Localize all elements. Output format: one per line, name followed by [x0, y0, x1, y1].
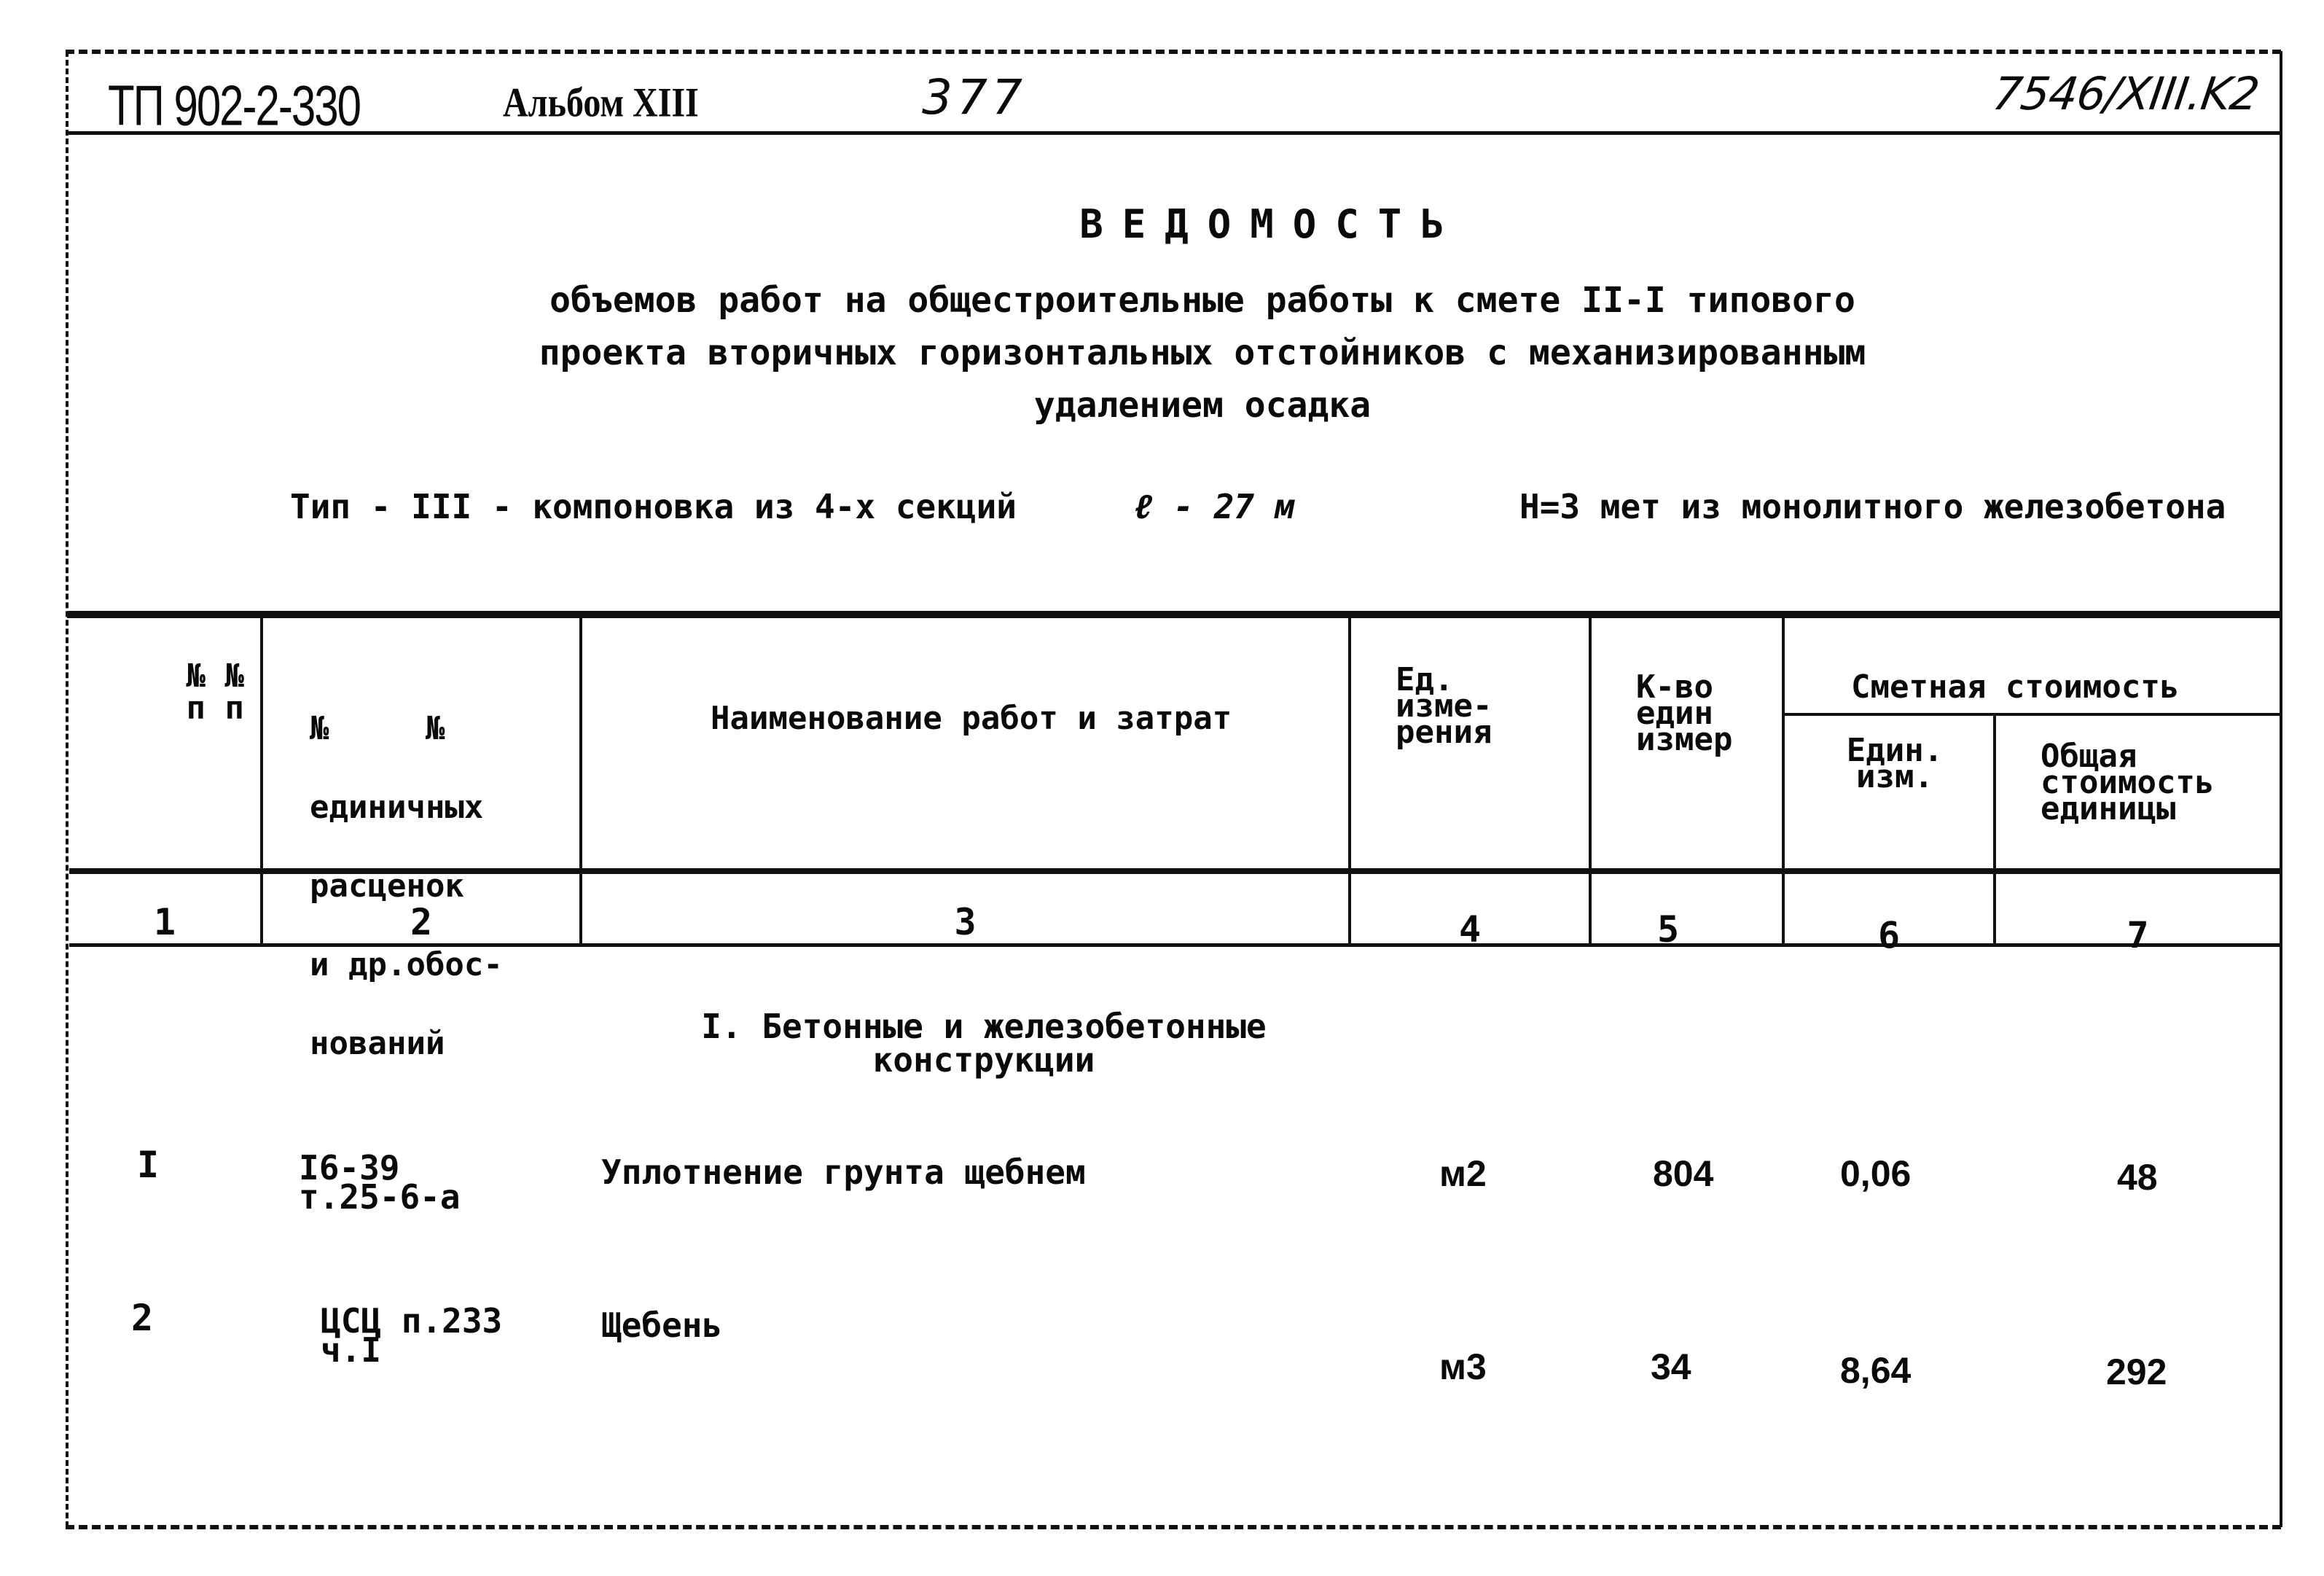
row-2-code-line: ЦСЦ п.233 — [321, 1301, 503, 1341]
album-label: Альбом XIII — [503, 79, 699, 126]
frame-bottom-border — [66, 1525, 2281, 1529]
header-col-2-line: единичных — [310, 789, 484, 826]
header-col-4-line: изме- — [1396, 687, 1492, 725]
header-col-7-line: стоимость — [2041, 764, 2215, 801]
header-col-2-line: и др.обос- — [310, 946, 503, 983]
row-2-index: 2 — [131, 1297, 154, 1339]
row-1-unit-cost: 0,06 — [1840, 1153, 1912, 1194]
row-1-code-line: I6-39 — [299, 1148, 400, 1187]
header-col-5-line: измер — [1636, 721, 1733, 758]
row-1-unit: м2 — [1439, 1153, 1487, 1194]
header-col-6 — [1829, 732, 1960, 795]
table-top-rule — [67, 611, 2280, 618]
header-rule — [67, 131, 2281, 135]
header-col-2-line: нований — [310, 1025, 445, 1062]
column-divider — [1589, 617, 1592, 946]
group-header-estimated-cost: Сметная стоимость — [1851, 668, 2180, 706]
header-col-2-line: № № — [310, 710, 445, 747]
column-divider — [260, 617, 263, 946]
column-number-1: 1 — [153, 901, 176, 943]
header-col-4-line: Ед. — [1396, 661, 1454, 698]
row-2-code — [321, 1301, 503, 1370]
header-col-4 — [1396, 661, 1492, 751]
row-1-total-cost: 48 — [2117, 1157, 2158, 1198]
header-col-2-line: расценок — [310, 867, 464, 905]
column-divider — [1993, 714, 1996, 946]
row-2-unit-cost: 8,64 — [1840, 1350, 1912, 1391]
header-col-6-line: Един. — [1846, 732, 1944, 769]
section-title-line: I. Бетонные и железобетонные — [701, 1007, 1267, 1046]
row-1-code — [299, 1148, 461, 1217]
header-col-5 — [1636, 668, 1733, 758]
row-1-name: Уплотнение грунта щебнем — [601, 1152, 1086, 1192]
column-number-5: 5 — [1656, 908, 1680, 951]
header-col-6-line: изм. — [1856, 758, 1933, 795]
row-2-total-cost: 292 — [2106, 1351, 2167, 1392]
project-code: ТП 902-2-330 — [108, 74, 360, 138]
column-divider — [579, 617, 582, 946]
row-1-quantity: 804 — [1653, 1153, 1714, 1194]
row-2-quantity: 34 — [1651, 1346, 1691, 1387]
layout-type: Тип - III - компоновка из 4-х секций — [290, 487, 1017, 526]
header-col-1 — [179, 658, 244, 727]
row-2-name: Щебень — [601, 1306, 723, 1345]
subtitle-line-3: удалением осадка — [1033, 385, 1372, 426]
section-title-line: конструкции — [872, 1040, 1095, 1080]
frame-top-border — [66, 50, 2281, 54]
header-col-3: Наименование работ и затрат — [711, 700, 1232, 737]
column-number-2: 2 — [410, 901, 433, 943]
page-number: 377 — [922, 69, 1027, 125]
column-divider — [1782, 617, 1785, 946]
header-col-5-line: К-во — [1636, 668, 1713, 706]
header-col-4-line: рения — [1396, 714, 1492, 751]
column-number-3: 3 — [954, 901, 977, 943]
subtitle-line-2: проекта вторичных горизонтальных отстойников с механизированным — [539, 332, 1866, 373]
frame-left-border — [66, 51, 69, 1527]
row-2-unit: м3 — [1439, 1346, 1487, 1387]
column-number-4: 4 — [1458, 908, 1482, 951]
row-2-code-line: ч.I — [321, 1330, 382, 1370]
row-1-code-line: т.25-6-а — [299, 1177, 461, 1217]
column-divider — [1348, 617, 1351, 946]
document-title: ВЕДОМОСТЬ — [1079, 201, 1463, 247]
row-1-index: I — [137, 1144, 160, 1186]
column-number-6: 6 — [1877, 914, 1901, 956]
frame-right-border — [2280, 51, 2282, 1527]
length-spec: ℓ - 27 м — [1133, 487, 1295, 526]
subtitle-line-1: объемов работ на общестроительные работы к смете II-I типового — [549, 280, 1855, 321]
header-col-7 — [2041, 738, 2215, 827]
column-number-7: 7 — [2127, 914, 2149, 956]
header-col-1-line: п п — [186, 690, 244, 727]
group-header-divider — [1782, 713, 2280, 716]
header-col-7-line: единицы — [2041, 790, 2176, 827]
inventory-number: 7546/XIII.K2 — [1989, 67, 2262, 120]
header-col-7-line: Общая — [2041, 738, 2137, 775]
header-col-5-line: един — [1636, 695, 1713, 732]
header-col-1-line: № № — [186, 658, 244, 695]
height-material-spec: Н=3 мет из монолитного железобетона — [1519, 487, 2226, 526]
header-col-2 — [310, 663, 503, 1083]
section-title — [656, 1007, 1312, 1080]
